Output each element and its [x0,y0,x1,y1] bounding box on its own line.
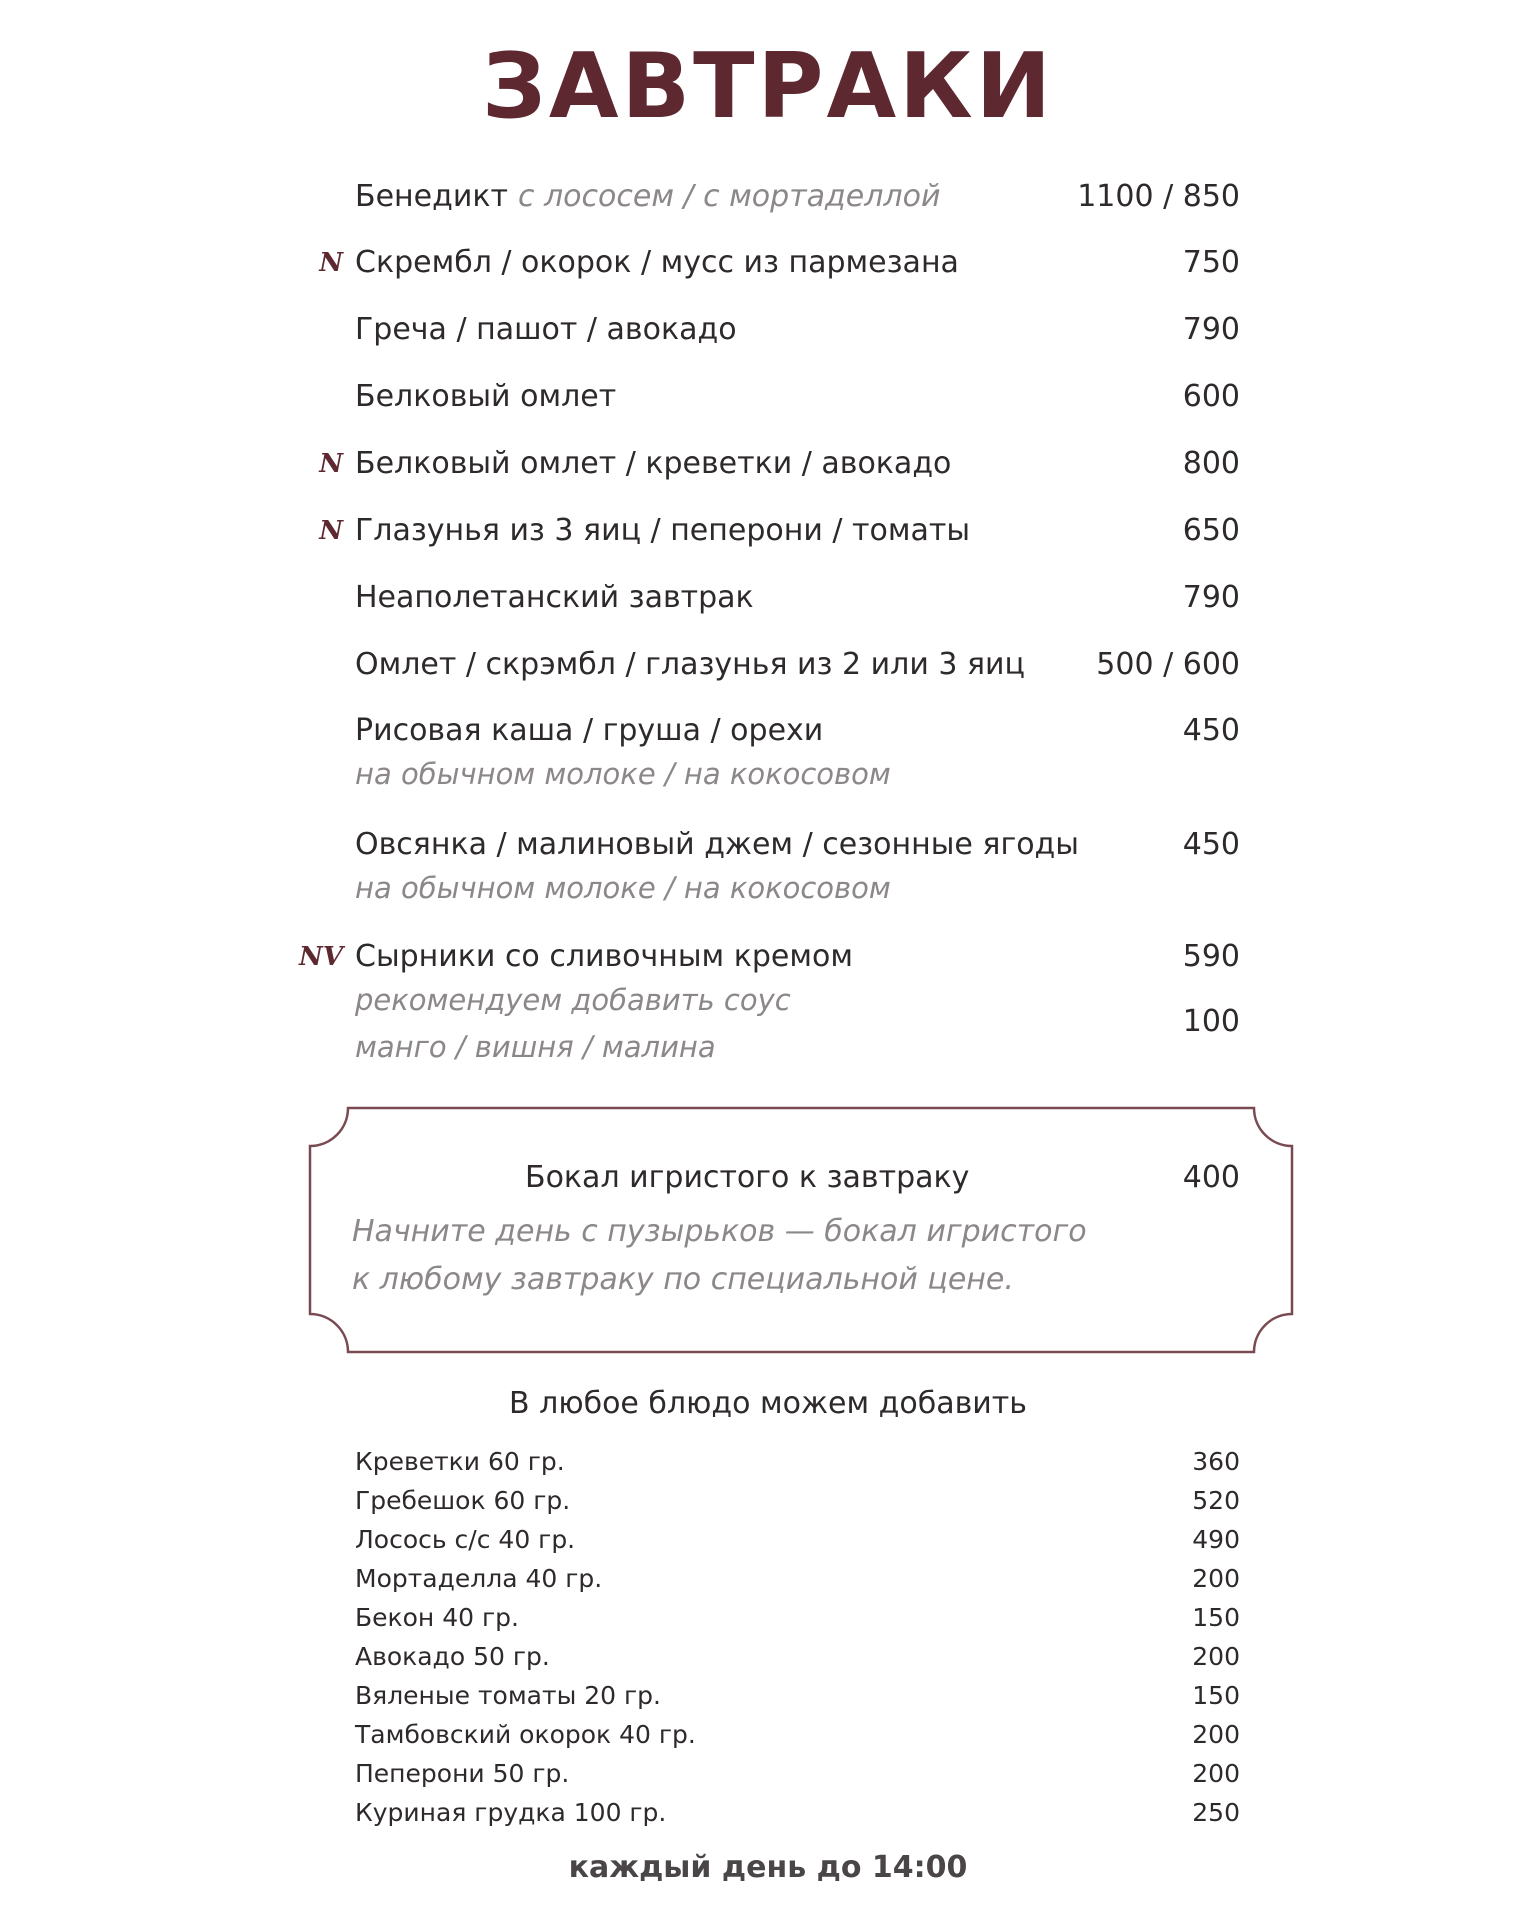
addon-row [355,1524,1240,1556]
item-subtitle: на обычном молоке / на кокосовом [355,871,891,905]
new-badge: N [319,449,343,479]
item-name: Бенедикт [355,179,508,214]
new-badge: N [319,516,343,546]
menu-item [355,310,1240,350]
addon-row [355,1641,1240,1673]
item-price: 600 [1182,379,1240,414]
addon-price: 150 [1192,1603,1240,1632]
menu-item [319,444,1240,484]
promo-price: 400 [1182,1160,1240,1195]
addon-price: 520 [1192,1486,1240,1515]
vegetarian-new-badge: NV [299,942,343,972]
addon-name: Пеперони 50 гр. [355,1759,570,1788]
addon-name: Лосось с/с 40 гр. [355,1525,576,1554]
sauce-price: 100 [1182,1004,1240,1039]
menu-item [319,243,1240,283]
menu-item [355,645,1240,685]
item-name: Греча / пашот / авокадо [355,312,737,347]
item-price: 750 [1182,245,1240,280]
item-name: Омлет / скрэмбл / глазунья из 2 или 3 яиц [355,647,1025,682]
item-note: с лососем / с мортаделлой [517,179,941,214]
addon-row [355,1602,1240,1634]
menu-item [319,511,1240,551]
item-name: Скрембл / окорок / мусс из пармезана [355,245,959,280]
menu-item [299,937,1240,1071]
addon-row [355,1563,1240,1595]
sauce-options [355,977,1240,1071]
item-name: Глазунья из 3 яиц / пеперони / томаты [355,513,971,548]
addon-price: 200 [1192,1759,1240,1788]
addon-row [355,1485,1240,1517]
menu-item [355,177,1240,217]
item-price: 790 [1182,580,1240,615]
addon-name: Вяленые томаты 20 гр. [355,1681,661,1710]
addon-row [355,1758,1240,1790]
item-price: 500 / 600 [1096,647,1240,682]
item-subtitle: манго / вишня / малина [355,1030,716,1064]
addon-name: Мортаделла 40 гр. [355,1564,603,1593]
item-name: Овсянка / малиновый джем / сезонные ягоды [355,827,1079,862]
menu-item [355,711,1240,798]
addon-price: 490 [1192,1525,1240,1554]
addon-row [355,1446,1240,1478]
addon-price: 200 [1192,1720,1240,1749]
serving-hours: каждый день до 14:00 [568,1850,968,1885]
item-price: 790 [1182,312,1240,347]
menu-item [355,578,1240,618]
item-price: 590 [1182,939,1240,974]
new-badge: N [319,248,343,278]
addon-name: Авокадо 50 гр. [355,1642,550,1671]
addons-title: В любое блюдо можем добавить [509,1386,1027,1421]
page-title: ЗАВТРАКИ [481,34,1055,139]
addon-name: Креветки 60 гр. [355,1447,565,1476]
addon-name: Куриная грудка 100 гр. [355,1798,667,1827]
addon-name: Гребешок 60 гр. [355,1486,571,1515]
item-name: Сырники со сливочным кремом [355,939,853,974]
item-price: 800 [1182,446,1240,481]
promo-description [352,1208,1172,1304]
item-price: 450 [1182,827,1240,862]
addon-row [355,1797,1240,1829]
item-name: Белковый омлет / креветки / авокадо [355,446,952,481]
addon-row [355,1680,1240,1712]
item-name: Неаполетанский завтрак [355,580,754,615]
menu-item [355,377,1240,417]
promo-line: к любому завтраку по специальной цене. [352,1262,1014,1297]
addon-price: 150 [1192,1681,1240,1710]
addon-price: 200 [1192,1564,1240,1593]
addon-price: 360 [1192,1447,1240,1476]
addon-price: 200 [1192,1642,1240,1671]
item-price: 450 [1182,713,1240,748]
item-subtitle: рекомендуем добавить соус [355,983,791,1017]
item-price: 1100 / 850 [1077,179,1240,214]
addon-row [355,1719,1240,1751]
addon-name: Тамбовский окорок 40 гр. [355,1720,696,1749]
item-subtitle: на обычном молоке / на кокосовом [355,757,891,791]
addon-name: Бекон 40 гр. [355,1603,519,1632]
item-name: Рисовая каша / груша / орехи [355,713,824,748]
addon-price: 250 [1192,1798,1240,1827]
promo-title: Бокал игристого к завтраку [525,1160,970,1195]
promo-line: Начните день с пузырьков — бокал игристого [352,1214,1087,1249]
item-name: Белковый омлет [355,379,617,414]
item-price: 650 [1182,513,1240,548]
menu-item [355,825,1240,912]
